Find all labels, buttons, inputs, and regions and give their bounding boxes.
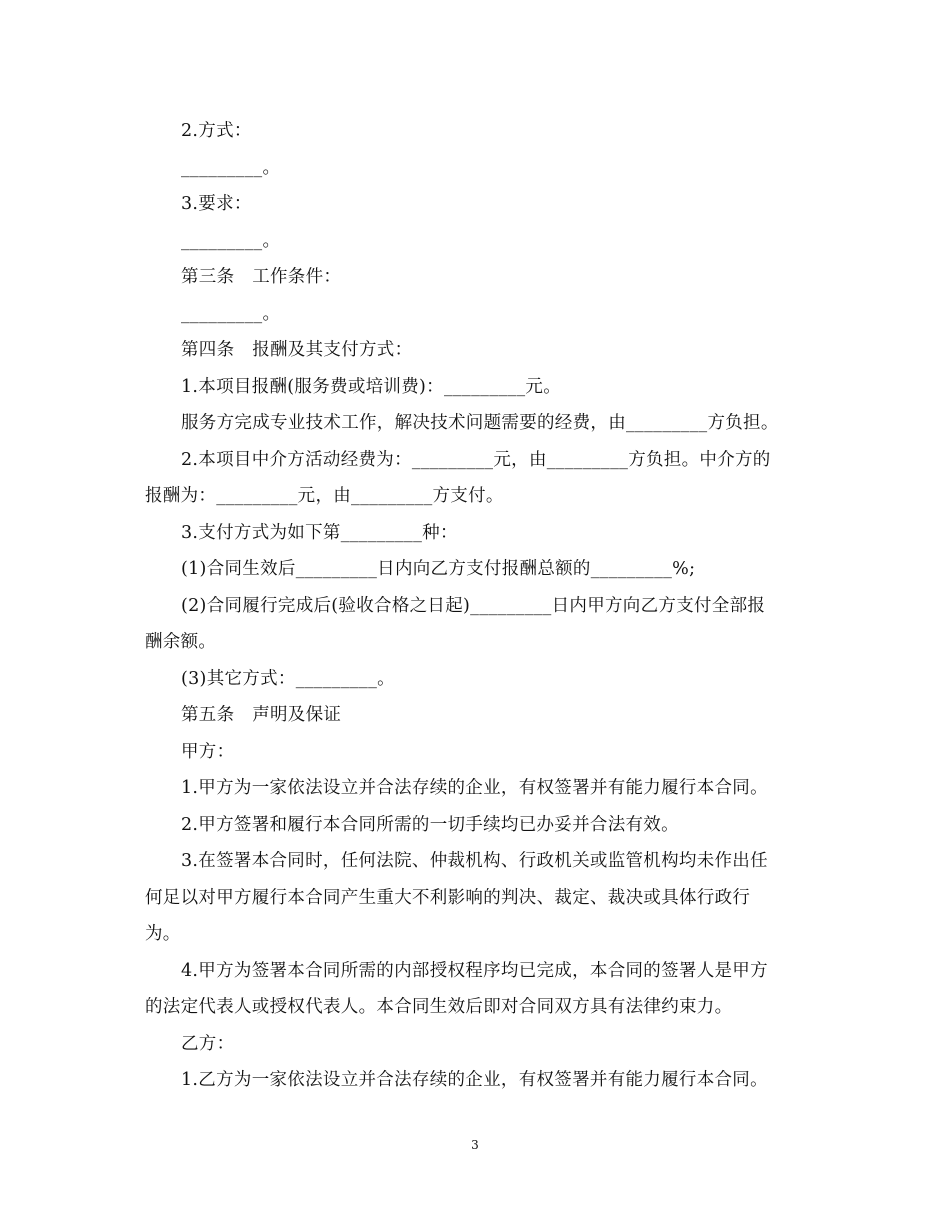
party-b-label: 乙方： bbox=[181, 1034, 235, 1054]
party-a-item-1: 1.甲方为一家依法设立并合法存续的企业，有权签署并有能力履行本合同。 bbox=[181, 778, 768, 798]
article-5-heading: 第五条 声明及保证 bbox=[181, 705, 342, 725]
article-3-blank: _________。 bbox=[181, 304, 281, 324]
party-a-item-3-line-3: 为。 bbox=[145, 924, 181, 944]
article-4-item-2-line-2: 报酬为：_________元，由_________方支付。 bbox=[145, 486, 504, 506]
party-b-item-1: 1.乙方为一家依法设立并合法存续的企业，有权签署并有能力履行本合同。 bbox=[181, 1070, 768, 1090]
article-4-item-3: 3.支付方式为如下第_________种： bbox=[181, 523, 458, 543]
party-a-item-4-line-2: 的法定代表人或授权代表人。本合同生效后即对合同双方具有法律约束力。 bbox=[145, 997, 733, 1017]
party-a-item-3-line-2: 何足以对甲方履行本合同产生重大不利影响的判决、裁定、裁决或具体行政行 bbox=[145, 888, 751, 908]
payment-option-2-line-2: 酬余额。 bbox=[145, 632, 217, 652]
article-4-item-2-line-1: 2.本项目中介方活动经费为：_________元，由_________方负担。中介方的 bbox=[181, 450, 771, 470]
payment-option-2-line-1: (2)合同履行完成后(验收合格之日起)_________日内甲方向乙方支付全部报 bbox=[181, 596, 766, 616]
party-a-item-3-line-1: 3.在签署本合同时，任何法院、仲裁机构、行政机关或监管机构均未作出任 bbox=[181, 851, 768, 871]
party-a-item-2: 2.甲方签署和履行本合同所需的一切手续均已办妥并合法有效。 bbox=[181, 815, 679, 835]
clause-3-requirements-blank: _________。 bbox=[181, 231, 281, 251]
payment-option-3: (3)其它方式：_________。 bbox=[181, 669, 395, 689]
article-4-heading: 第四条 报酬及其支付方式： bbox=[181, 340, 413, 360]
clause-3-requirements-label: 3.要求： bbox=[181, 194, 252, 214]
clause-2-method-blank: _________。 bbox=[181, 158, 281, 178]
article-4-expense-note: 服务方完成专业技术工作，解决技术问题需要的经费，由_________方负担。 bbox=[181, 413, 779, 433]
clause-2-method-label: 2.方式： bbox=[181, 121, 252, 141]
payment-option-1: (1)合同生效后_________日内向乙方支付报酬总额的_________%; bbox=[181, 559, 696, 579]
page-number: 3 bbox=[471, 1138, 479, 1152]
article-4-item-1: 1.本项目报酬(服务费或培训费)：_________元。 bbox=[181, 377, 562, 397]
party-a-item-4-line-1: 4.甲方为签署本合同所需的内部授权程序均已完成，本合同的签署人是甲方 bbox=[181, 961, 768, 981]
article-3-heading: 第三条 工作条件： bbox=[181, 267, 342, 287]
party-a-label: 甲方： bbox=[181, 742, 235, 762]
